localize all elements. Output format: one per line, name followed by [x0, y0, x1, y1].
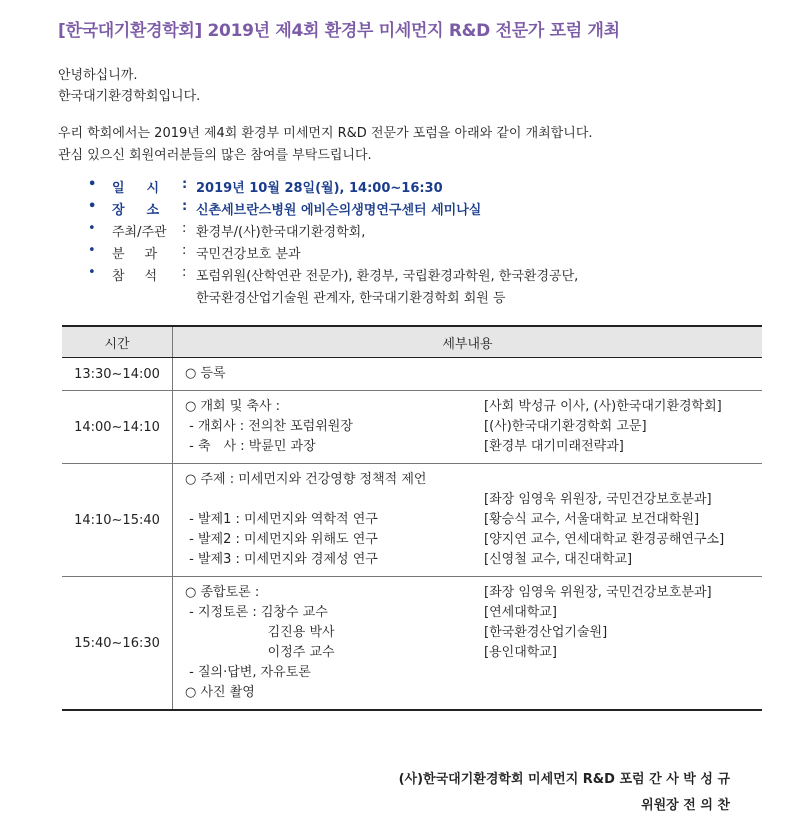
table-row [62, 464, 762, 577]
row-time: 15:40∼16:30 [62, 577, 173, 711]
speaker-affiliation: [황승식 교수, 서울대학교 보건대학원] [484, 512, 700, 527]
detail-line: ○ 개회 및 축사 : [185, 399, 281, 414]
speaker-affiliation: [사회 박성규 이사, (사)한국대기환경학회] [484, 399, 722, 414]
detail-attendees-cont: 한국환경산업기술원 관계자, 한국대기환경학회 회원 등 [196, 291, 506, 306]
detail-line: ○ 사진 촬영 [185, 685, 255, 700]
bullet-icon: • [88, 177, 97, 192]
detail-value: 2019년 10월 28일(월), 14:00~16:30 [196, 181, 443, 196]
detail-line: ○ 등록 [185, 366, 226, 381]
row-details [173, 464, 763, 577]
speaker-affiliation: [환경부 대기미래전략과] [484, 439, 624, 454]
detail-value: 환경부/(사)한국대기환경학회, [196, 225, 366, 240]
intro-line-1: 우리 학회에서는 2019년 제4회 환경부 미세먼지 R&D 전문가 포럼을 아래와 같이 개최합니다. [58, 126, 593, 141]
row-details [173, 391, 763, 464]
footer-line-2: 위원장 전 의 찬 [641, 798, 730, 813]
detail-value: 신촌세브란스병원 에비슨의생명연구센터 세미나실 [196, 203, 482, 218]
table-row [62, 358, 762, 391]
speaker-affiliation: [(사)한국대기환경학회 고문] [484, 419, 647, 434]
table-row [62, 391, 762, 464]
bullet-icon: • [88, 221, 96, 236]
detail-line: - 개회사 : 전의찬 포럼위원장 [185, 419, 353, 434]
footer-line-1: (사)한국대기환경학회 미세먼지 R&D 포럼 간 사 박 성 규 [398, 772, 730, 787]
detail-line: - 지정토론 : 김창수 교수 [185, 605, 328, 620]
intro-line-2: 관심 있으신 회원여러분들의 많은 참여를 부탁드립니다. [58, 148, 372, 163]
speaker-affiliation: [용인대학교] [484, 645, 557, 660]
detail-division: • 분과 : 국민건강보호 분과 [88, 243, 301, 262]
speaker-affiliation: [좌장 임영욱 위원장, 국민건강보호분과] [484, 492, 712, 507]
detail-date: • 일시 : 2019년 10월 28일(월), 14:00~16:30 [88, 177, 443, 196]
bullet-icon: • [88, 199, 97, 214]
detail-line: 이정주 교수 [185, 645, 335, 660]
detail-label: 분과 [112, 247, 178, 262]
speaker-affiliation: [연세대학교] [484, 605, 557, 620]
speaker-affiliation: [양지연 교수, 연세대학교 환경공해연구소] [484, 532, 725, 547]
bullet-icon: • [88, 243, 96, 258]
detail-line: 김진용 박사 [185, 625, 335, 640]
detail-venue: • 장소 : 신촌세브란스병원 에비슨의생명연구센터 세미나실 [88, 199, 482, 218]
speaker-affiliation [484, 470, 754, 490]
bullet-icon: • [88, 265, 96, 280]
row-details [173, 358, 763, 391]
speaker-affiliation: [한국환경산업기술원] [484, 625, 608, 640]
detail-label: 참석 [112, 269, 178, 284]
event-details [88, 177, 578, 309]
detail-line: ○ 종합토론 : [185, 585, 260, 600]
row-time: 14:00∼14:10 [62, 391, 173, 464]
detail-label: 주최/주관 [112, 225, 167, 240]
detail-line: - 발제2 : 미세먼지와 위해도 연구 [185, 532, 378, 547]
detail-label: 장소 [112, 203, 182, 218]
greeting-line-2: 한국대기환경학회입니다. [58, 89, 201, 104]
detail-host: • 주최/주관 : 환경부/(사)한국대기환경학회, [88, 221, 366, 240]
detail-line [185, 490, 484, 510]
speaker-affiliation: [좌장 임영욱 위원장, 국민건강보호분과] [484, 585, 712, 600]
header-time: 시간 [62, 326, 173, 358]
schedule-table [62, 325, 762, 711]
detail-value: 국민건강보호 분과 [196, 247, 301, 262]
row-details [173, 577, 763, 711]
detail-line: ○ 주제 : 미세먼지와 건강영향 정책적 제언 [185, 472, 427, 487]
table-header-row [62, 326, 762, 358]
detail-line: - 발제3 : 미세먼지와 경제성 연구 [185, 552, 378, 567]
table-row [62, 577, 762, 711]
detail-line: - 축 사 : 박륜민 과장 [185, 439, 316, 454]
detail-value: 포럼위원(산학연관 전문가), 환경부, 국립환경과학원, 한국환경공단, [196, 269, 579, 284]
detail-attendees: • 참석 : 포럼위원(산학연관 전문가), 환경부, 국립환경과학원, 한국환경공단, [88, 265, 579, 284]
page-title: [한국대기환경학회] 2019년 제4회 환경부 미세먼지 R&D 전문가 포럼 개최 [58, 21, 620, 41]
detail-label: 일시 [112, 181, 182, 196]
header-details: 세부내용 [173, 326, 763, 358]
greeting-line-1: 안녕하십니까. [58, 68, 138, 83]
speaker-affiliation: [신영철 교수, 대진대학교] [484, 552, 633, 567]
detail-line: - 질의·답변, 자유토론 [185, 665, 311, 680]
row-time: 13:30∼14:00 [62, 358, 173, 391]
row-time: 14:10∼15:40 [62, 464, 173, 577]
detail-line: - 발제1 : 미세먼지와 역학적 연구 [185, 512, 378, 527]
